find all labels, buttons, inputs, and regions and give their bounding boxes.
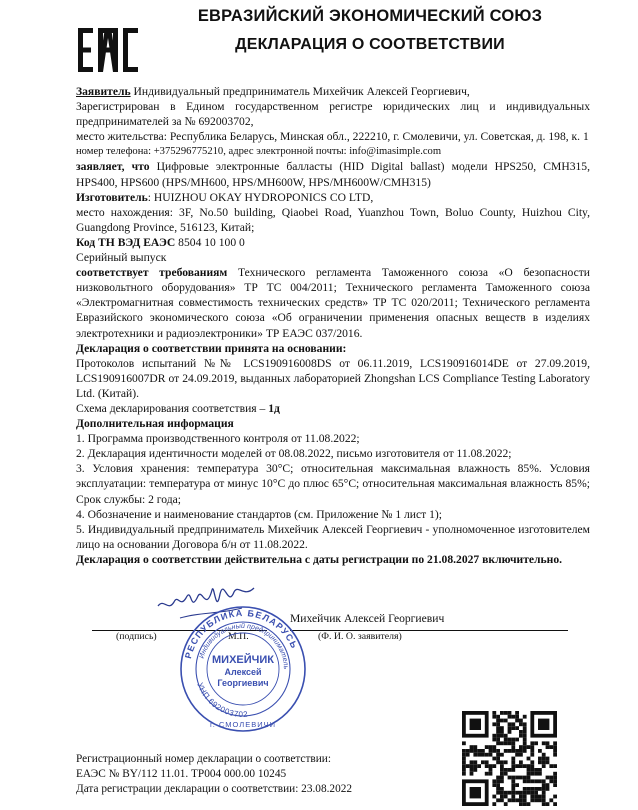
stamp-ring-inner: Индивидуальный предприниматель: [198, 622, 290, 670]
additional-item: 2. Декларация идентичности моделей от 08.08.2022, письмо изготовителя от 11.08.2022;: [76, 447, 512, 461]
applicant-name: Индивидуальный предприниматель Михейчик Алексей Георгиевич,: [133, 85, 470, 98]
additional-label: Дополнительная информация: [76, 417, 234, 431]
manufacturer-line: [76, 190, 590, 205]
validity-statement: Декларация о соответствии действительна с даты регистрации по 21.08.2027 включительно.: [76, 552, 563, 566]
scheme-line: [76, 401, 590, 416]
applicant-contacts: номер телефона: +375296775210, адрес электронной почты: info@imasimple.com: [76, 146, 442, 158]
union-title: ЕВРАЗИЙСКИЙ ЭКОНОМИЧЕСКИЙ СОЮЗ: [197, 7, 543, 25]
stamp-ring-top: РЕСПУБЛИКА БЕЛАРУСЬ: [183, 607, 300, 660]
stamp-city: г. СМОЛЕВИЧИ: [209, 720, 277, 729]
manufacturer-name: : HUIZHOU OKAY HYDROPONICS CO LTD,: [147, 190, 374, 204]
signature-label: (подпись): [116, 631, 157, 642]
registration-date: Дата регистрации декларации о соответствии: 23.08.2022: [76, 783, 353, 796]
registration-number: ЕАЭС № BY/112 11.01. ТР004 000.00 10245: [76, 768, 287, 781]
product-description: Цифровые электронные балласты (HID Digital ballast) модели HPS250, CMH315, HPS400, HPS600 (HPS/MH600, HPS/MH600W, HPS/MH600W/CMH315): [76, 160, 591, 189]
applicant-label: Заявитель: [76, 85, 131, 98]
stamp-place-label: М.П.: [228, 631, 249, 642]
declares-label: заявляет, что: [76, 160, 150, 174]
applicant-address: место жительства: Республика Беларусь, Минская обл., 222210, г. Смолевичи, ул. Советская, д. 198, к. 1: [76, 130, 589, 144]
applicant-line: [76, 84, 590, 99]
code-label: Код ТН ВЭД ЕАЭС: [76, 235, 176, 249]
requirements-line: [76, 265, 590, 340]
basis-text: Протоколов испытаний №№ LCS190916008DS от 06.11.2019, LCS190916014DE от 27.09.2019, LCS190916007DR от 24.09.2019, выданных лабораторией Zhongshan LCS Compliance Testing Laboratory Ltd. (Китай).: [76, 356, 590, 400]
eac-logo: [77, 26, 139, 77]
additional-item: 1. Программа производственного контроля от 11.08.2022;: [76, 432, 360, 446]
basis-label: Декларация о соответствии принята на основании:: [76, 341, 347, 355]
applicant-fio-label: (Ф. И. О. заявителя): [318, 631, 402, 642]
additional-item: 4. Обозначение и наименование стандартов (см. Приложение № 1 лист 1);: [76, 507, 442, 521]
eac-logo-icon: [77, 26, 139, 74]
applicant-registration: Зарегистрирован в Едином государственном регистре юридических лиц и индивидуальных предпринимателей за № 692003702,: [76, 100, 590, 129]
signer-name: Михейчик Алексей Георгиевич: [290, 612, 445, 625]
scheme-value: 1д: [268, 401, 280, 415]
stamp-center-middle: Георгиевич: [217, 678, 269, 688]
code-value: 8504 10 100 0: [178, 235, 245, 249]
scheme-text: Схема декларирования соответствия –: [76, 401, 269, 415]
qr-code: [462, 711, 560, 810]
registration-footer: [76, 752, 352, 798]
declares-line: [76, 159, 590, 189]
registration-label: Регистрационный номер декларации о соответствии:: [76, 753, 331, 765]
stamp-center-name: МИХЕЙЧИК: [212, 654, 274, 666]
series-line: Серийный выпуск: [76, 251, 167, 265]
manufacturer-address: место нахождения: 3F, No.50 building, Qiaobei Road, Yuanzhou Town, Boluo County, Huizhou City, Guangdong Province, 516123, Китай;: [76, 205, 590, 234]
requirements-text: Технического регламента Таможенного союза «О безопасности низковольтного оборудования» ТР ТС 004/2011; Технического регламента Таможенного союза «Электромагнитная совместимость технических средств» ТР ТС 020/2011; Технического регламента Евразийского экономического союза «Об ограничении применения опасных веществ в изделиях электротехники и радиоэлектроники» ТР ЕАЭС 037/2016.: [76, 266, 590, 340]
requirements-label: соответствует требованиям: [76, 266, 228, 280]
stamp-unp: УНП 692003702: [195, 681, 249, 720]
declaration-title: ДЕКЛАРАЦИЯ О СООТВЕТСТВИИ: [235, 36, 505, 53]
declaration-body: [76, 84, 590, 567]
round-stamp: [178, 604, 308, 737]
additional-item: 5. Индивидуальный предприниматель Михейчик Алексей Георгиевич - уполномоченное изготовителем лицо на основании Договора б/н от 11.08.2022.: [76, 522, 590, 551]
additional-item: 3. Условия хранения: температура 30°С; относительная максимальная влажность 85%. Условия эксплуатации: температура от минус 10°С до плюс 65°С; относительная максимальная влажность 85%; Срок службы: 2 года;: [76, 462, 590, 506]
stamp-center-first: Алексей: [224, 667, 262, 677]
code-line: [76, 235, 590, 250]
manufacturer-label: Изготовитель: [76, 190, 148, 204]
qr-code-icon: [462, 711, 560, 807]
